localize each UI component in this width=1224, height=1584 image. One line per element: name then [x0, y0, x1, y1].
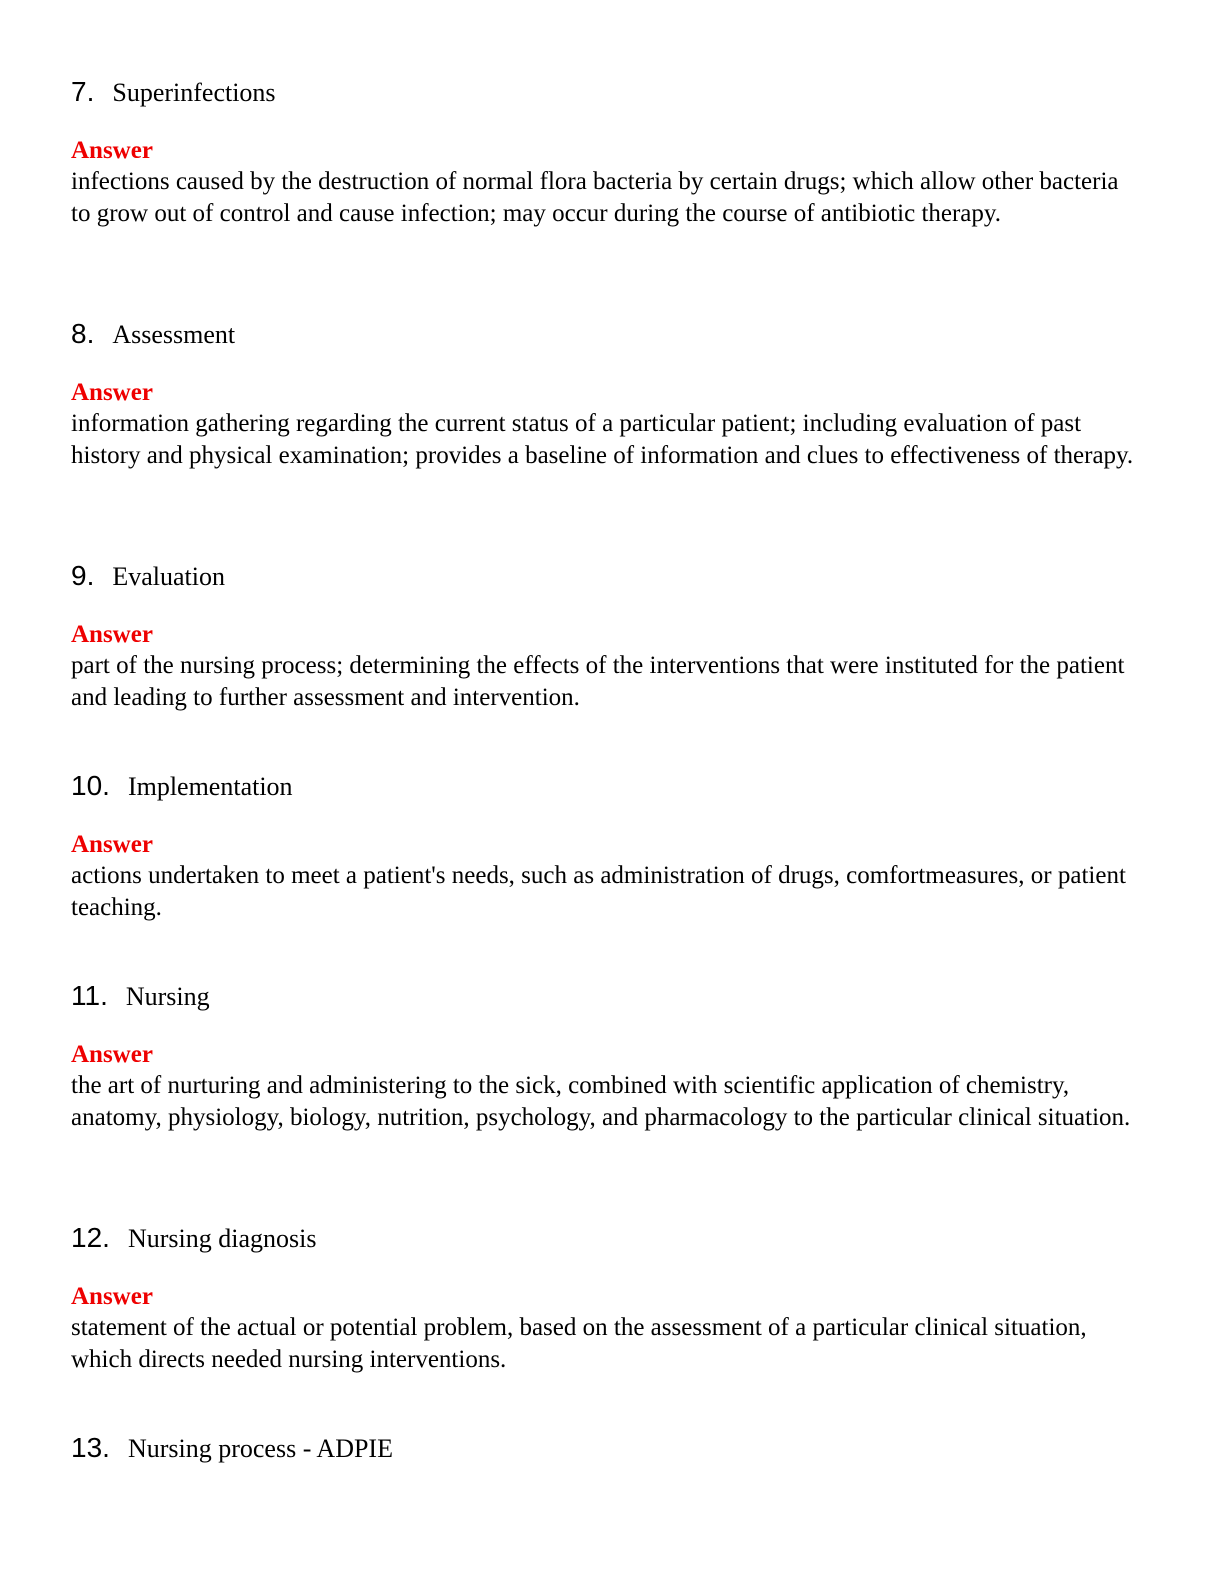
question-number: 12 — [71, 1222, 103, 1253]
answer-text: actions undertaken to meet a patient's needs, such as administration of drugs, comfortmeasures, or patient teaching. — [71, 862, 1126, 921]
flashcard-item — [71, 1220, 1141, 1376]
answer-text: part of the nursing process; determining the effects of the interventions that were instituted for the patient and leading to further assessment and intervention. — [71, 652, 1125, 711]
question-term: Superinfections — [112, 78, 276, 107]
question-number: 8 — [71, 318, 87, 349]
question-term: Implementation — [127, 772, 293, 801]
flashcard-item — [71, 558, 1141, 714]
question-number: 10 — [71, 770, 103, 801]
question-term: Nursing process - ADPIE — [127, 1434, 393, 1463]
question-number: 11 — [71, 980, 101, 1011]
question-line — [71, 1430, 1141, 1466]
question-line — [71, 558, 1141, 594]
answer-label: Answer — [71, 621, 153, 648]
question-number-dot: . — [86, 318, 95, 349]
question-term: Nursing diagnosis — [127, 1224, 317, 1253]
question-number-dot: . — [100, 980, 108, 1011]
flashcard-item — [71, 316, 1141, 472]
answer-label: Answer — [71, 1283, 153, 1310]
question-line — [71, 978, 1141, 1014]
answer-text: statement of the actual or potential problem, based on the assessment of a particular clinical situation, which directs needed nursing interventions. — [71, 1314, 1087, 1373]
flashcard-item — [71, 978, 1141, 1134]
question-number: 13 — [71, 1432, 103, 1463]
flashcard-item — [71, 768, 1141, 924]
answer-text: infections caused by the destruction of normal flora bacteria by certain drugs; which allow other bacteria to grow out of control and cause infection; may occur during the course of antibiotic therapy. — [71, 168, 1119, 227]
question-line — [71, 316, 1141, 352]
answer-label: Answer — [71, 831, 153, 858]
question-number-dot: . — [86, 560, 95, 591]
question-term: Nursing — [125, 982, 210, 1011]
question-term: Evaluation — [112, 562, 225, 591]
flashcard-item — [71, 1430, 1141, 1466]
question-number-dot: . — [102, 1222, 110, 1253]
answer-text: the art of nurturing and administering to the sick, combined with scientific application of chemistry, anatomy, physiology, biology, nutrition, psychology, and pharmacology to the particular clinical situation. — [71, 1072, 1131, 1131]
question-line — [71, 1220, 1141, 1256]
question-number-dot: . — [86, 76, 95, 107]
question-line — [71, 74, 1141, 110]
question-number-dot: . — [102, 770, 110, 801]
flashcard-item — [71, 74, 1141, 230]
answer-label: Answer — [71, 379, 153, 406]
question-number-dot: . — [102, 1432, 110, 1463]
answer-label: Answer — [71, 137, 153, 164]
answer-text: information gathering regarding the current status of a particular patient; including evaluation of past history and physical examination; provides a baseline of information and clues to effectiveness of therapy. — [71, 410, 1134, 469]
question-term: Assessment — [112, 320, 236, 349]
question-line — [71, 768, 1141, 804]
answer-label: Answer — [71, 1041, 153, 1068]
question-number: 7 — [71, 76, 87, 107]
question-number: 9 — [71, 560, 87, 591]
